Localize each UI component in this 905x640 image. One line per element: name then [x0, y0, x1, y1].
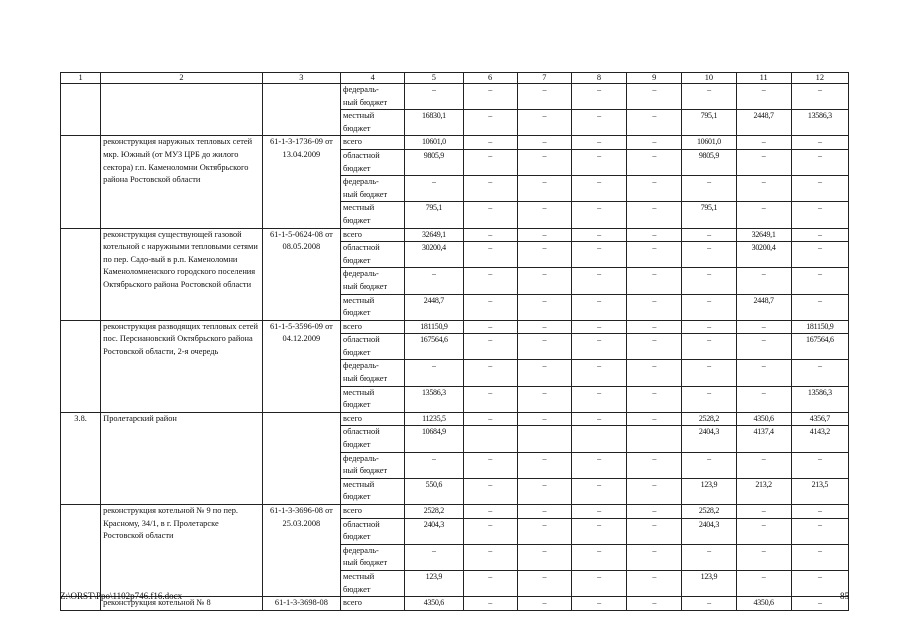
amount-cell: – — [571, 149, 626, 175]
amount-cell: – — [791, 570, 848, 596]
object-name: реконструкция разводящих тепловых сетей пос. Персиановский Октябрьского района Ростовской области, 2-я очередь — [101, 320, 263, 412]
amount-cell: 30200,4 — [736, 242, 791, 268]
amount-cell: 550,6 — [405, 478, 463, 504]
amount-cell: – — [627, 84, 682, 110]
amount-cell: – — [627, 242, 682, 268]
column-number: 7 — [517, 73, 571, 84]
amount-cell: 2448,7 — [736, 110, 791, 136]
amount-cell: – — [517, 228, 571, 242]
funding-source: всего — [341, 505, 405, 519]
amount-cell: 181150,9 — [405, 320, 463, 334]
item-number — [61, 228, 101, 320]
amount-cell: 2528,2 — [405, 505, 463, 519]
amount-cell: 9805,9 — [682, 149, 736, 175]
column-number: 9 — [627, 73, 682, 84]
amount-cell: – — [736, 505, 791, 519]
amount-cell: – — [627, 320, 682, 334]
amount-cell: – — [517, 242, 571, 268]
object-name: реконструкция существующей газовой котельной с наружными тепловыми сетями по пер. Садо-вый в р.п. Каменоломни Каменоломненского городского поселения Октябрьского района Ростовской области — [101, 228, 263, 320]
column-number: 2 — [101, 73, 263, 84]
amount-cell: 9805,9 — [405, 149, 463, 175]
amount-cell: – — [571, 176, 626, 202]
funding-source: областной бюджет — [341, 334, 405, 360]
amount-cell: – — [627, 478, 682, 504]
amount-cell: 32649,1 — [736, 228, 791, 242]
amount-cell: – — [571, 412, 626, 426]
amount-cell: 4137,4 — [736, 426, 791, 452]
amount-cell: – — [627, 597, 682, 611]
amount-cell: – — [463, 518, 517, 544]
amount-cell: – — [682, 360, 736, 386]
amount-cell: – — [463, 412, 517, 426]
table-row — [61, 228, 849, 242]
amount-cell: – — [571, 570, 626, 596]
funding-source: областной бюджет — [341, 149, 405, 175]
amount-cell: – — [571, 505, 626, 519]
amount-cell: – — [682, 320, 736, 334]
amount-cell: – — [791, 452, 848, 478]
amount-cell: – — [736, 334, 791, 360]
amount-cell: – — [517, 110, 571, 136]
object-name: реконструкция котельной № 8 — [101, 597, 263, 611]
amount-cell: – — [627, 228, 682, 242]
amount-cell: – — [517, 294, 571, 320]
amount-cell: 11235,5 — [405, 412, 463, 426]
amount-cell: 32649,1 — [405, 228, 463, 242]
amount-cell: – — [463, 570, 517, 596]
amount-cell: – — [791, 84, 848, 110]
amount-cell: – — [682, 242, 736, 268]
amount-cell: – — [736, 176, 791, 202]
amount-cell: – — [571, 202, 626, 228]
funding-source: федераль- ный бюджет — [341, 84, 405, 110]
amount-cell: – — [736, 149, 791, 175]
amount-cell: 4143,2 — [791, 426, 848, 452]
amount-cell: – — [517, 360, 571, 386]
amount-cell: – — [682, 386, 736, 412]
amount-cell: 167564,6 — [791, 334, 848, 360]
funding-source: федераль- ный бюджет — [341, 268, 405, 294]
amount-cell: 2448,7 — [736, 294, 791, 320]
amount-cell: – — [627, 202, 682, 228]
amount-cell: – — [405, 544, 463, 570]
amount-cell: – — [517, 505, 571, 519]
amount-cell: – — [517, 570, 571, 596]
amount-cell: – — [736, 268, 791, 294]
object-name — [101, 84, 263, 136]
amount-cell: – — [463, 294, 517, 320]
amount-cell: 123,9 — [682, 478, 736, 504]
amount-cell: – — [627, 294, 682, 320]
amount-cell: – — [791, 597, 848, 611]
amount-cell: – — [791, 518, 848, 544]
amount-cell: – — [405, 176, 463, 202]
amount-cell — [517, 426, 571, 452]
amount-cell: – — [405, 452, 463, 478]
amount-cell: 13586,3 — [791, 386, 848, 412]
amount-cell: – — [627, 360, 682, 386]
amount-cell: – — [571, 136, 626, 150]
funding-source: федераль- ный бюджет — [341, 544, 405, 570]
amount-cell: – — [736, 84, 791, 110]
table-row — [61, 136, 849, 150]
object-name: Пролетарский район — [101, 412, 263, 504]
amount-cell: 213,5 — [791, 478, 848, 504]
amount-cell: – — [517, 412, 571, 426]
column-number: 10 — [682, 73, 736, 84]
amount-cell: – — [627, 334, 682, 360]
amount-cell: – — [571, 228, 626, 242]
funding-source: местный бюджет — [341, 386, 405, 412]
column-number: 8 — [571, 73, 626, 84]
amount-cell: 10601,0 — [682, 136, 736, 150]
amount-cell: 795,1 — [682, 110, 736, 136]
amount-cell: – — [682, 334, 736, 360]
amount-cell: – — [463, 478, 517, 504]
amount-cell: – — [463, 334, 517, 360]
amount-cell: – — [517, 478, 571, 504]
item-number — [61, 505, 101, 597]
amount-cell: – — [517, 452, 571, 478]
amount-cell: – — [571, 544, 626, 570]
amount-cell: – — [627, 412, 682, 426]
amount-cell: – — [463, 386, 517, 412]
amount-cell: – — [571, 268, 626, 294]
item-number — [61, 84, 101, 136]
amount-cell: – — [791, 136, 848, 150]
amount-cell: – — [571, 452, 626, 478]
amount-cell: – — [627, 452, 682, 478]
amount-cell: – — [463, 228, 517, 242]
amount-cell: 4356,7 — [791, 412, 848, 426]
amount-cell: – — [682, 84, 736, 110]
amount-cell: 2404,3 — [405, 518, 463, 544]
table-row — [61, 320, 849, 334]
amount-cell: – — [571, 334, 626, 360]
amount-cell: – — [791, 505, 848, 519]
amount-cell: – — [736, 136, 791, 150]
amount-cell: – — [571, 320, 626, 334]
amount-cell: 795,1 — [405, 202, 463, 228]
column-number: 11 — [736, 73, 791, 84]
expertise-ref: 61-1-3-3698-08 — [262, 597, 340, 611]
amount-cell: – — [517, 334, 571, 360]
item-number: 3.8. — [61, 412, 101, 504]
column-number: 6 — [463, 73, 517, 84]
amount-cell: – — [627, 110, 682, 136]
amount-cell: – — [736, 452, 791, 478]
table-row — [61, 84, 849, 110]
amount-cell: – — [405, 84, 463, 110]
amount-cell: – — [627, 268, 682, 294]
budget-table — [60, 72, 849, 611]
amount-cell: – — [463, 268, 517, 294]
amount-cell: – — [571, 242, 626, 268]
amount-cell: 123,9 — [405, 570, 463, 596]
column-number: 5 — [405, 73, 463, 84]
table-row — [61, 412, 849, 426]
amount-cell: – — [517, 597, 571, 611]
amount-cell: – — [517, 202, 571, 228]
amount-cell: – — [627, 176, 682, 202]
amount-cell: – — [463, 110, 517, 136]
funding-source: всего — [341, 136, 405, 150]
amount-cell: – — [463, 597, 517, 611]
amount-cell: – — [682, 176, 736, 202]
amount-cell: – — [463, 452, 517, 478]
amount-cell: 181150,9 — [791, 320, 848, 334]
amount-cell: – — [463, 176, 517, 202]
funding-source: областной бюджет — [341, 518, 405, 544]
amount-cell — [463, 426, 517, 452]
funding-source: местный бюджет — [341, 110, 405, 136]
expertise-ref: 61-1-3-3696-08 от 25.03.2008 — [262, 505, 340, 597]
amount-cell: 4350,6 — [736, 412, 791, 426]
expertise-ref: 61-1-3-1736-09 от 13.04.2009 — [262, 136, 340, 228]
item-number — [61, 136, 101, 228]
expertise-ref: 61-1-5-0624-08 от 08.05.2008 — [262, 228, 340, 320]
expertise-ref: 61-1-5-3596-09 от 04.12.2009 — [262, 320, 340, 412]
funding-source: всего — [341, 597, 405, 611]
amount-cell: 4350,6 — [405, 597, 463, 611]
amount-cell: – — [736, 360, 791, 386]
page-number: 85 — [840, 591, 849, 601]
amount-cell: – — [405, 360, 463, 386]
amount-cell: – — [463, 202, 517, 228]
amount-cell: – — [736, 570, 791, 596]
funding-source: федераль- ный бюджет — [341, 452, 405, 478]
amount-cell: – — [736, 386, 791, 412]
amount-cell: 167564,6 — [405, 334, 463, 360]
funding-source: федераль- ный бюджет — [341, 176, 405, 202]
amount-cell: – — [517, 320, 571, 334]
expertise-ref — [262, 412, 340, 504]
amount-cell: – — [463, 136, 517, 150]
amount-cell: – — [463, 320, 517, 334]
amount-cell: 2528,2 — [682, 505, 736, 519]
amount-cell: – — [682, 268, 736, 294]
amount-cell: – — [463, 84, 517, 110]
funding-source: местный бюджет — [341, 202, 405, 228]
table-header-row — [61, 73, 849, 84]
amount-cell: – — [517, 136, 571, 150]
amount-cell: – — [571, 294, 626, 320]
funding-source: федераль- ный бюджет — [341, 360, 405, 386]
amount-cell: – — [517, 518, 571, 544]
item-number — [61, 320, 101, 412]
expertise-ref — [262, 84, 340, 136]
funding-source: областной бюджет — [341, 242, 405, 268]
amount-cell: – — [517, 149, 571, 175]
amount-cell: 2404,3 — [682, 518, 736, 544]
file-path: Z:\ORST\Ppo\1102p746.f16.docx — [60, 591, 183, 601]
amount-cell: – — [517, 544, 571, 570]
amount-cell: – — [791, 360, 848, 386]
amount-cell: – — [627, 544, 682, 570]
amount-cell: 10684,9 — [405, 426, 463, 452]
amount-cell: 2404,3 — [682, 426, 736, 452]
amount-cell: – — [627, 518, 682, 544]
funding-source: всего — [341, 412, 405, 426]
amount-cell: – — [517, 268, 571, 294]
amount-cell: – — [571, 360, 626, 386]
funding-source: местный бюджет — [341, 570, 405, 596]
object-name: реконструкция наружных тепловых сетей мкр. Южный (от МУЗ ЦРБ до жилого сектора) г.п. Каменоломни Октябрьского района Ростовской области — [101, 136, 263, 228]
amount-cell: – — [627, 386, 682, 412]
funding-source: местный бюджет — [341, 294, 405, 320]
column-number: 1 — [61, 73, 101, 84]
amount-cell: – — [571, 518, 626, 544]
amount-cell: – — [791, 294, 848, 320]
amount-cell: – — [517, 386, 571, 412]
table-row — [61, 505, 849, 519]
amount-cell — [627, 426, 682, 452]
amount-cell: 13586,3 — [405, 386, 463, 412]
amount-cell: – — [627, 570, 682, 596]
amount-cell: – — [463, 505, 517, 519]
object-name: реконструкция котельной № 9 по пер. Красному, 34/1, в г. Пролетарске Ростовской области — [101, 505, 263, 597]
amount-cell: – — [791, 242, 848, 268]
amount-cell: – — [682, 544, 736, 570]
column-number: 4 — [341, 73, 405, 84]
amount-cell: – — [791, 202, 848, 228]
amount-cell: – — [736, 518, 791, 544]
amount-cell: – — [736, 202, 791, 228]
funding-source: всего — [341, 320, 405, 334]
amount-cell: – — [791, 176, 848, 202]
amount-cell: 2448,7 — [405, 294, 463, 320]
amount-cell: – — [682, 228, 736, 242]
amount-cell: – — [517, 84, 571, 110]
amount-cell: – — [791, 228, 848, 242]
amount-cell: – — [463, 242, 517, 268]
amount-cell: – — [627, 505, 682, 519]
amount-cell: – — [791, 268, 848, 294]
amount-cell: – — [571, 84, 626, 110]
amount-cell: – — [791, 544, 848, 570]
amount-cell: 30200,4 — [405, 242, 463, 268]
amount-cell: – — [571, 478, 626, 504]
amount-cell: – — [463, 149, 517, 175]
amount-cell: – — [571, 110, 626, 136]
amount-cell: 13586,3 — [791, 110, 848, 136]
amount-cell: 16830,1 — [405, 110, 463, 136]
funding-source: всего — [341, 228, 405, 242]
amount-cell: – — [682, 452, 736, 478]
funding-source: местный бюджет — [341, 478, 405, 504]
amount-cell: – — [571, 386, 626, 412]
amount-cell: – — [571, 597, 626, 611]
amount-cell: 4350,6 — [736, 597, 791, 611]
amount-cell: – — [736, 544, 791, 570]
amount-cell: – — [627, 136, 682, 150]
amount-cell: 2528,2 — [682, 412, 736, 426]
amount-cell: 213,2 — [736, 478, 791, 504]
funding-source: областной бюджет — [341, 426, 405, 452]
amount-cell: – — [736, 320, 791, 334]
amount-cell: – — [517, 176, 571, 202]
amount-cell: – — [682, 597, 736, 611]
amount-cell: – — [405, 268, 463, 294]
amount-cell: – — [627, 149, 682, 175]
amount-cell: 10601,0 — [405, 136, 463, 150]
amount-cell: – — [463, 544, 517, 570]
column-number: 12 — [791, 73, 848, 84]
amount-cell: – — [791, 149, 848, 175]
amount-cell: – — [463, 360, 517, 386]
amount-cell: – — [682, 294, 736, 320]
amount-cell — [571, 426, 626, 452]
column-number: 3 — [262, 73, 340, 84]
amount-cell: 795,1 — [682, 202, 736, 228]
amount-cell: 123,9 — [682, 570, 736, 596]
